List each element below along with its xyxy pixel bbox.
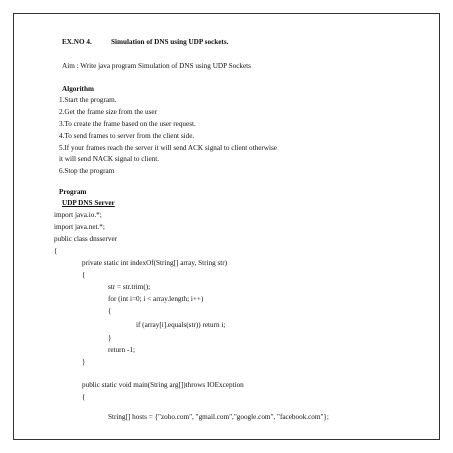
- code-line: public static void main(String arg[])throws IOException: [82, 381, 244, 389]
- code-line: if (array[i].equals(str)) return i;: [136, 321, 226, 329]
- algorithm-step: 4.To send frames to server from the client side.: [59, 132, 195, 140]
- code-line: private static int indexOf(String[] array, String str): [82, 259, 228, 267]
- code-line: {: [54, 247, 58, 255]
- code-line: import java.io.*;: [54, 211, 102, 219]
- algorithm-step: 5.If your frames reach the server it will send ACK signal to client otherwise: [59, 144, 277, 152]
- program-subheading: UDP DNS Server: [62, 199, 115, 207]
- code-line: }: [82, 358, 86, 366]
- code-line: String[] hosts = {"zoho.com", "gmail.com","google.com", "facebook.com"};: [108, 413, 329, 421]
- code-line: str = str.trim();: [108, 283, 151, 291]
- algorithm-step: 2.Get the frame size from the user: [59, 108, 157, 116]
- algorithm-step: it will send NACK signal to client.: [59, 155, 160, 163]
- exercise-title: Simulation of DNS using UDP sockets.: [111, 38, 229, 46]
- program-heading: Program: [59, 188, 87, 196]
- algorithm-step: 1.Start the program.: [59, 96, 117, 104]
- code-line: for (int i=0; i < array.length; i++): [108, 295, 204, 303]
- algorithm-heading: Algorithm: [62, 85, 94, 93]
- algorithm-step: 3.To create the frame based on the user request.: [59, 120, 196, 128]
- code-line: {: [82, 393, 86, 401]
- code-line: }: [108, 334, 112, 342]
- code-line: return -1;: [108, 346, 135, 354]
- exercise-number: EX.NO 4.: [62, 38, 92, 46]
- code-line: {: [108, 307, 112, 315]
- aim-text: Aim : Write java program Simulation of DNS using UDP Sockets: [62, 62, 251, 70]
- code-line: {: [82, 271, 86, 279]
- code-line: public class dnsserver: [54, 235, 118, 243]
- algorithm-step: 6.Stop the program: [59, 167, 115, 175]
- code-line: import java.net.*;: [54, 223, 105, 231]
